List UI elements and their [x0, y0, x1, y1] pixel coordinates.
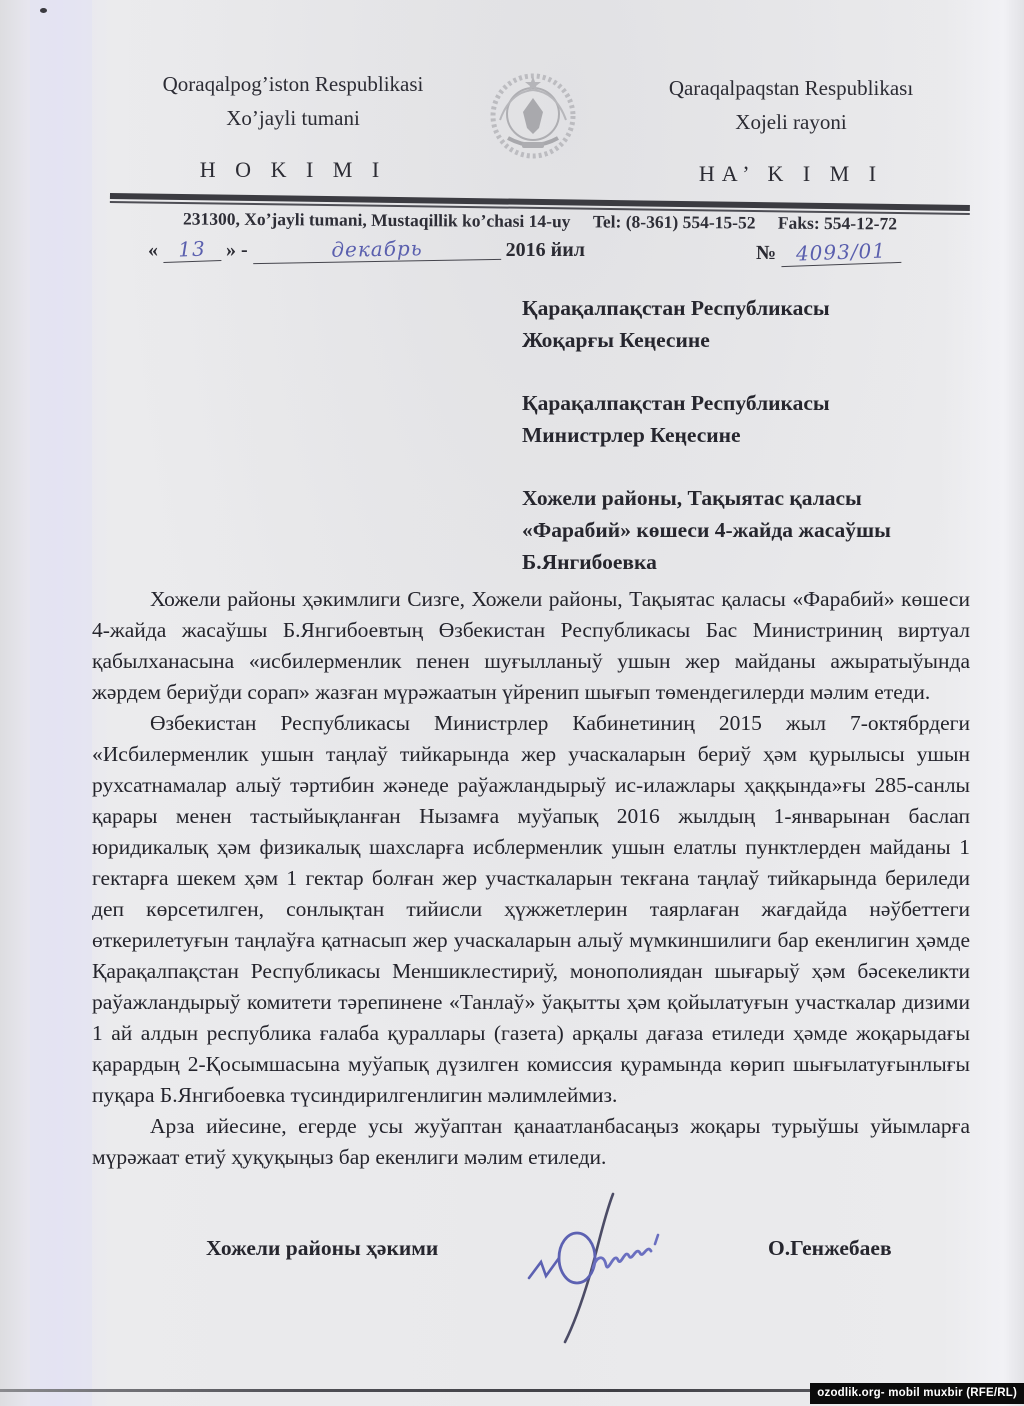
org-name-uzbek-line2: Xo’jayli tumani — [226, 106, 360, 130]
org-title-hokimi: H O K I M I — [199, 157, 387, 182]
recipient-block — [522, 292, 932, 609]
org-name-karakalpak-line2: Xojeli rayoni — [735, 110, 847, 134]
signatory-name: О.Генжебаев — [768, 1236, 892, 1260]
letter-body — [92, 584, 970, 1173]
recipient-council-of-ministers — [522, 387, 932, 451]
number-sign: № — [756, 242, 777, 264]
handwritten-signature-icon — [515, 1182, 685, 1352]
year-label: 2016 йил — [505, 239, 585, 261]
document-number — [756, 240, 901, 265]
handwritten-number: 4093/01 — [781, 238, 902, 267]
date-line — [148, 237, 585, 262]
org-name-karakalpak-line1: Qaraqalpaqstan Respublikası — [668, 76, 914, 100]
close-quote: » — [226, 239, 236, 261]
telephone: Tel: (8-361) 554-15-52 — [592, 211, 756, 233]
postal-address: 231300, Xo’jayli tumani, Mustaqillik ko’chasi 14-uy — [182, 208, 571, 232]
org-title-hakimi: HA’ K I M I — [698, 161, 884, 186]
paragraph-3: Арза ийесине, егерде усы жуўаптан қанаатланбасаңыз жоқары турыўшы уйымларға мүрәжаат етиў ҳуқуқыңыз бар екенлиги мәлим етиледи. — [92, 1114, 970, 1169]
recipient-line: Қарақалпақстан Республикасы — [522, 391, 830, 415]
fax: Faks: 554-12-72 — [777, 212, 898, 234]
scan-edge-shading — [30, 0, 92, 1406]
open-quote: « — [148, 239, 158, 261]
recipient-line: Хожели районы, Тақыятас қаласы — [522, 486, 862, 510]
source-watermark: ozodlik.org- mobil muxbir (RFE/RL) — [810, 1383, 1024, 1404]
recipient-line: Министрлер Кеңесине — [522, 423, 741, 447]
signatory-title: Хожели районы ҳәкими — [206, 1236, 439, 1260]
uzbekistan-state-emblem-icon — [486, 68, 580, 168]
org-name-uzbek-line1: Qoraqalpog’iston Respublikasi — [162, 72, 424, 96]
recipient-supreme-council — [522, 292, 932, 356]
recipient-line: Б.Янгибоевка — [522, 550, 657, 574]
letterhead-right — [636, 76, 946, 187]
recipient-line: Қарақалпақстан Республикасы — [522, 296, 830, 320]
scan-speck — [40, 8, 47, 13]
paragraph-1: Хожели районы ҳәкимлиги Сизге, Хожели районы, Тақыятас қаласы «Фарабий» көшеси 4-жайда жасаўшы Б.Янгибоевтың Өзбекистан Республикасы Бас Министриниң виртуал қабылханасына «исбилерменлик пенен шуғылланыў ушын жер майданы ажыратыўында жәрдем бериўди сорап» жазған мүрәжаатын үйренип шығып төмендегилерди мәлим етеди. — [92, 587, 970, 704]
paragraph-2: Өзбекистан Республикасы Министрлер Кабинетиниң 2015 жыл 7-октябрдеги «Исбилерменлик ушын таңлаў тийкарында жер учаскаларын бериў ҳәм қурылысы ушын рухсатнамалар алыў тәртибин жәнеде раўажландырыў ис-илажлары ҳаққында»ғы 285-санлы қарары менен тастыйықланған Нызамға муўапық 2016 жылдың 1-январынан баслап юридикалық ҳәм физикалық шахсларға исблерменлик ушын елатлы пунктлерден майданы 1 гектарға шекем ҳәм 1 гектар болған жер участкаларын текғана таңлаў тийкарында бериледи деп көрсетилген, сонлықтан тийисли ҳүжжетлерин таярлаған жағдайда нәўбеттеги өткерилетуғын таңлаўға қатнасып жер учаскаларын алыў мүмкиншилиги бар екенлигин ҳәмде Қарақалпақстан Республикасы Меншиклестириў, монополиядан шығарыў ҳәм бәсекеликти раўажландырыў комитети тәрепинене «Танлаў» ўақытты ҳәм қойылатуғын участкалар дизими 1 ай алдын республика ғалаба қураллары (газета) арқалы дағаза етиледи ҳәмде жоқарыдағы қарардың 2-Қосымшасына муўапық дүзилген комиссия қурамында көрип шығылатуғынлығы пуқара Б.Янгибоевка түсиндирилгенлигин мәлимлеймиз. — [92, 711, 970, 1107]
recipient-line: «Фарабий» көшеси 4-жайда жасаўшы — [522, 518, 891, 542]
letterhead-left — [118, 72, 468, 183]
handwritten-day: 13 — [163, 236, 222, 263]
recipient-citizen — [522, 482, 932, 578]
recipient-line: Жоқарғы Кеңесине — [522, 328, 710, 352]
handwritten-month: декабрь — [252, 235, 500, 264]
date-dash: - — [241, 239, 248, 261]
